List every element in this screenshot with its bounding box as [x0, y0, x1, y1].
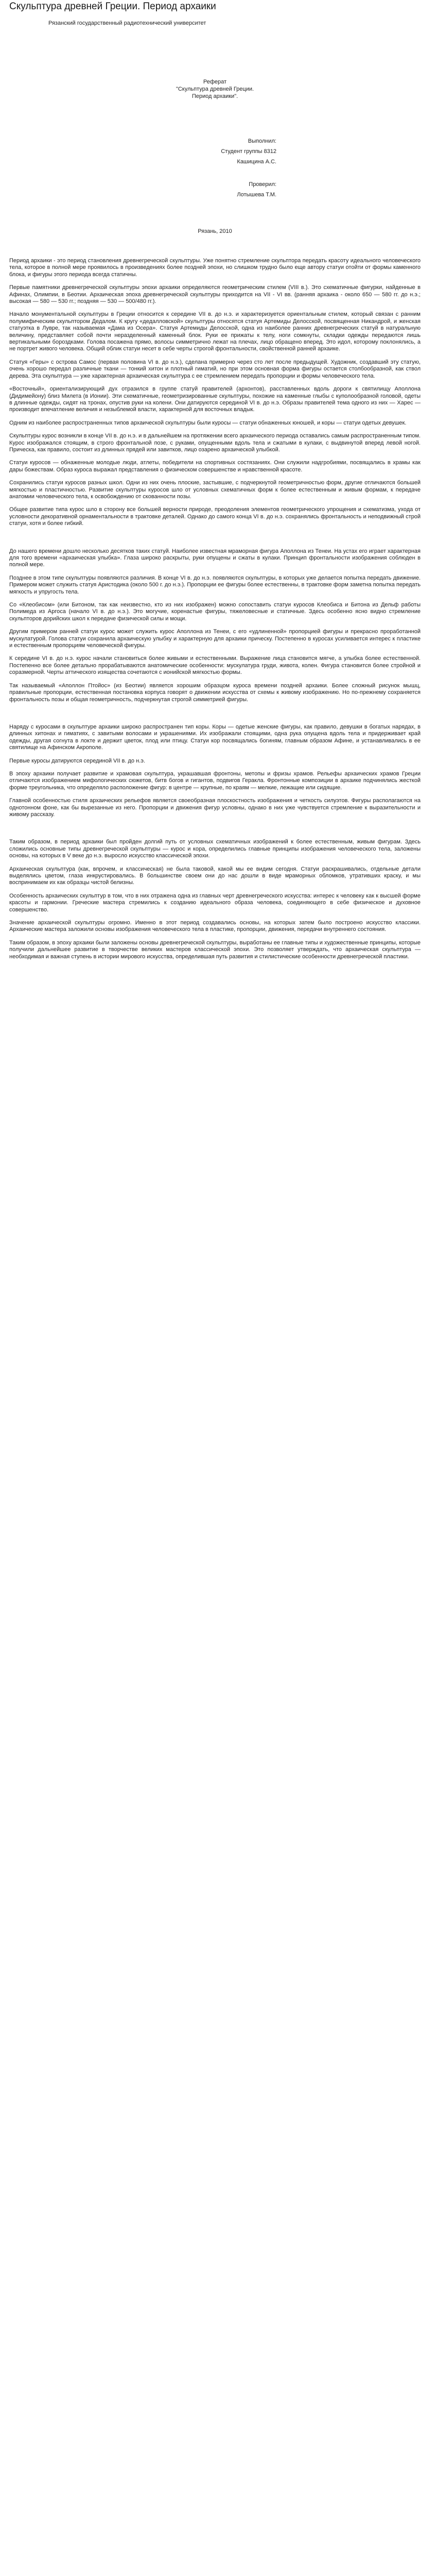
paragraph: Первые памятники древнегреческой скульптуры эпохи архаики определяются геометрическим стилем (VIII в.). Это схематичные фигурки, найденные в Афинах, Олимпии, в Беотии. Архаическая эпоха древнегреческой скульптуры приходится на VII - VI вв. (ранняя архаика - около 650 — 580 гг. до н.э.; высокая — 580 — 530 гг.; поздняя — 530 — 500/480 гг.). [9, 284, 421, 305]
teacher-name: Лотышева Т.М. [237, 192, 276, 198]
essay-title-block [9, 78, 421, 100]
paragraph: Одним из наиболее распространенных типов архаической скульптуры были куросы — статуи обнаженных юношей, и коры — статуи одетых девушек. [9, 419, 407, 426]
essay-title-line-1: "Скульптура древней Греции. [176, 86, 254, 92]
paragraph: До нашего времени дошло несколько десятков таких статуй. Наиболее известная мраморная фигура Аполлона из Тенеи. На устах его играет характерная для того времени «архаическая улыбка». Глаза широко раскрыты, руки опущены и сжаты в кулаки. Принцип фронтальности изображения соблюден в полной мере. [9, 548, 421, 568]
paragraph: Начало монументальной скульптуры в Греции относится к середине VII в. до н.э. и характеризуется ориентальным стилем, который связан с ранним полумифическим скульптором Дедалом. К кругу «дедалловской» скульптуры относятся статуя Артемиды Делосской, посвященная Никандрой, и женская статуэтка в Лувре, так называемая «Дама из Осера». Статуя Артемиды Делосской, одна из наиболее ранних древнегреческих статуй в натуральную величину, представляет собой почти неразделенный каменный блок. Руки ее прижаты к телу, ноги сомкнуты, складки одежды передаются лишь вертикальными бороздками. Голова посажена прямо, волосы симметрично лежат на плечах, лицо обращено вперед. Это идол, которому поклонялись, а не портрет живого человека. Общий облик статуи несет в себе черты строгой фронтальности, свойственной ранней архаике. [9, 311, 421, 352]
paragraph: Скульптуры курос возникли в конце VII в. до н.э. и в дальнейшем на протяжении всего архаического периода оставались самым распространенным типом. Курос изображался стоящим, в строго фронтальной позе, с руками, опущенными вдоль тела и сжатыми в кулаки, с выдвинутой вперед левой ногой. Прическа, как правило, состоит из длинных прядей или завитков, лицо озарено архаической улыбкой. [9, 433, 421, 453]
paragraph: Общее развитие типа курос шло в сторону все большей верности природе, преодоления элементов геометрического упрощения и схематизма, ухода от условности декоративной орнаментальности в трактовке деталей. Однако до самого конца VI в. до н.э. сохранялись фронтальность и неподвижный строй статуи, хотя и более гибкий. [9, 506, 421, 527]
paragraph: Архаическая скульптура (как, впрочем, и классическая) не была таковой, какой мы ее видим сегодня. Статуи раскрашивались, отдельные детали выделялись цветом, глаза инкрустировались. В большинстве своем они до нас дошли в виде мраморных обломков, утративших краску, и мы воспринимаем их как образцы чистой белизны. [9, 866, 421, 886]
paragraph: К середине VI в. до н.э. курос начали становиться более живыми и естественными. Выражение лица становится мягче, а улыбка более естественной. Постепенно все более детально прорабатываются анатомические особенности: мускулатура груди, живота, колен. Фигура становится более стройной и соразмерной. Черты аттического изящества сочетаются с ионийской мягкостью формы. [9, 655, 421, 676]
paragraph: Наряду с куросами в скульптуре архаики широко распространен тип коры. Коры — одетые женские фигуры, как правило, девушки в богатых нарядах, в длинных хитонах и гиматиях, с завитыми волосами и украшениями. Их изображали стоящими, одна рука опущена вдоль тела и придерживает край одежды, другая согнута в локте и держит цветок, плод или птицу. Статуи кор посвящались богиням, главным образом Афине, и устанавливались в ее святилище на Афинском Акрополе. [9, 723, 421, 751]
paragraph: «Восточный», ориентализирующий дух отразился в группе статуй правителей (архонтов), расставленных вдоль дороги к святилищу Аполлона (Дидимейону) близ Милета (в Ионии). Эти схематичные, геометризированные скульптуры, похожие на каменные глыбы с куполообразной головой, одеты в длинные одежды, сидят на тронах, опустив руки на колени. Они датируются серединой VI в. до н.э. Образы правителей тема одного из них — Харес — производит впечатление величия и незыблемой власти, характерной для восточных владык. [9, 386, 421, 413]
paragraph: Период архаики - это период становления древнегреческой скульптуры. Уже понятно стремление скульптора передать красоту идеального человеческого тела, которое в полной мере проявилось в произведениях более поздней эпохи, но слишком трудно было еще автору статуи отойти от формы каменного блока, и фигуры этого периода всегда статичны. [9, 258, 421, 278]
paragraph: Со «Клеобисом» (или Битоном, так как неизвестно, кто из них изображен) можно сопоставить статуи куросов Клеобиса и Битона из Дельф работы Полимеда из Аргоса (начало VI в. до н.э.). Это могучие, коренастые фигуры, тяжеловесные и статичные. Здесь особенно ясно видно стремление скульпторов дорийских школ к передаче физической силы и мощи. [9, 602, 421, 622]
paragraph: Особенность архаических скульптур в том, что в них отражена одна из главных черт древнегреческого искусства: интерес к человеку как к высшей форме красоты и гармонии. Греческие мастера стремились к созданию идеального образа человека, соединяющего в себе физическое и духовное совершенство. [9, 892, 421, 913]
paragraph: Статуя «Геры» с острова Самос (первая половина VI в. до н.э.), сделана примерно через сто лет после предыдущей. Художник, создавший эту статую, очень хорошо передал различные ткани — тонкий хитон и плотный гиматий, но при этом основная форма фигуры остается столбообразной, как ствол дерева. Эта скульптура — уже характерная архаическая скульптура с ее стремлением передать пропорции и формы человеческого тела. [9, 359, 421, 379]
student-group: Студент группы 8312 [221, 148, 276, 155]
paragraph: Сохранились статуи куросов разных школ. Одни из них очень плоские, застывшие, с подчеркнутой геометричностью форм, другие отличаются большей мягкостью и пластичностью. Развитие скульптуры куросов шло от условных схематичных форм к более естественным и живым формам, к передаче анатомии человеческого тела, к освобождению от скованности позы. [9, 480, 421, 500]
paragraph: Другим примером ранней статуи курос может служить курос Аполлона из Тенеи, с его «удлиненной» пропорцией фигуры и прекрасно проработанной мускулатурой. Голова статуи сохранила архаическую улыбку и характерную для архаики прическу. Постепенно в куросах усиливается интерес к пластике и естественным пропорциям человеческой фигуры. [9, 629, 421, 649]
checked-label: Проверил: [249, 181, 276, 188]
paragraph: Значение архаической скульптуры огромно. Именно в этот период создавались основы, на которых затем было построено искусство классики. Архаические мастера заложили основы изображения человеческого тела в пластике, пропорции, движения, передачи внутреннего состояния. [9, 920, 421, 933]
city-year: Рязань, 2010 [198, 228, 232, 234]
done-label: Выполнил: [248, 138, 276, 144]
paragraph: Главной особенностью стиля архаических рельефов является своеобразная плоскостность изображения и четкость силуэтов. Фигуры располагаются на однотонном фоне, как бы вырезанные из него. Пропорции и движения фигур условны, однако в них уже чувствуется стремление к выразительности и живому рассказу. [9, 798, 421, 818]
paragraph: Позднее в этом типе скульптуры появляются различия. В конце VI в. до н.э. появляются скульптуры, в которых уже делается попытка передать движение. Примером может служить статуя Аристодика (около 500 г. до н.э.). Пропорции ее фигуры более естественны, в трактовке форм заметна попытка передать мягкость и упругость тела. [9, 574, 421, 595]
essay-type: Реферат [203, 79, 227, 85]
student-name: Кашицина А.С. [237, 159, 276, 165]
author-block [9, 136, 421, 200]
paragraph: Таким образом, в период архаики был пройден долгий путь от условных схематичных изображений к более естественным, живым фигурам. Здесь сложились основные типы древнегреческой скульптуры — курос и кора, определились главные принципы изображения человеческого тела, заложены основы, на которых в V веке до н.э. выросло искусство классической эпохи. [9, 839, 421, 859]
essay-title-line-2: Период архаики". [191, 93, 238, 99]
page-title: Скульптура древней Греции. Период архаики [9, 1, 216, 12]
paragraph: Таким образом, в эпоху архаики были заложены основы древнегреческой скульптуры, выработаны ее главные типы и художественные принципы, которые получили дальнейшее развитие в творчестве великих мастеров классической эпохи. Это позволяет утверждать, что архаическая скульптура — необходимая и важная ступень в истории мирового искусства, определившая путь развития и стилистические особенности древнегреческой пластики. [9, 939, 421, 960]
essay-body [9, 258, 421, 960]
paragraph: В эпоху архаики получает развитие и храмовая скульптура, украшавшая фронтоны, метопы и фризы храмов. Рельефы архаических храмов Греции отличаются изображением мифологических сюжетов, битв богов и гигантов, подвигов Геракла. Фронтонные композиции в архаике подчинялись жесткой форме треугольника, что определяло расположение фигур: в центре — крупные, по краям — мелкие, лежащие или сидящие. [9, 770, 421, 791]
university-name: Рязанский государственный радиотехнический университет [48, 20, 206, 26]
paragraph: Статуи куросов — обнаженные молодые люди, атлеты, победители на спортивных состязаниях. Они служили надгробиями, посвящались в храмы как дары божествам. Образ куроса выражал представления о физическом совершенстве и нравственной красоте. [9, 460, 421, 473]
document-page [0, 1, 436, 2576]
paragraph: Первые куросы датируются серединой VII в. до н.э. [9, 757, 145, 764]
paragraph: Так называемый «Аполлон Птойос» (из Беотии) является хорошим образцом куроса времени поздней архаики. Более сложный рисунок мышц, правильные пропорции, естественная постановка корпуса говорят о движении искусства от схемы к живому изображению. Но по-прежнему сохраняется фронтальность позы и общая геометричность, подчеркнутая строгой симметрией фигуры. [9, 682, 421, 703]
